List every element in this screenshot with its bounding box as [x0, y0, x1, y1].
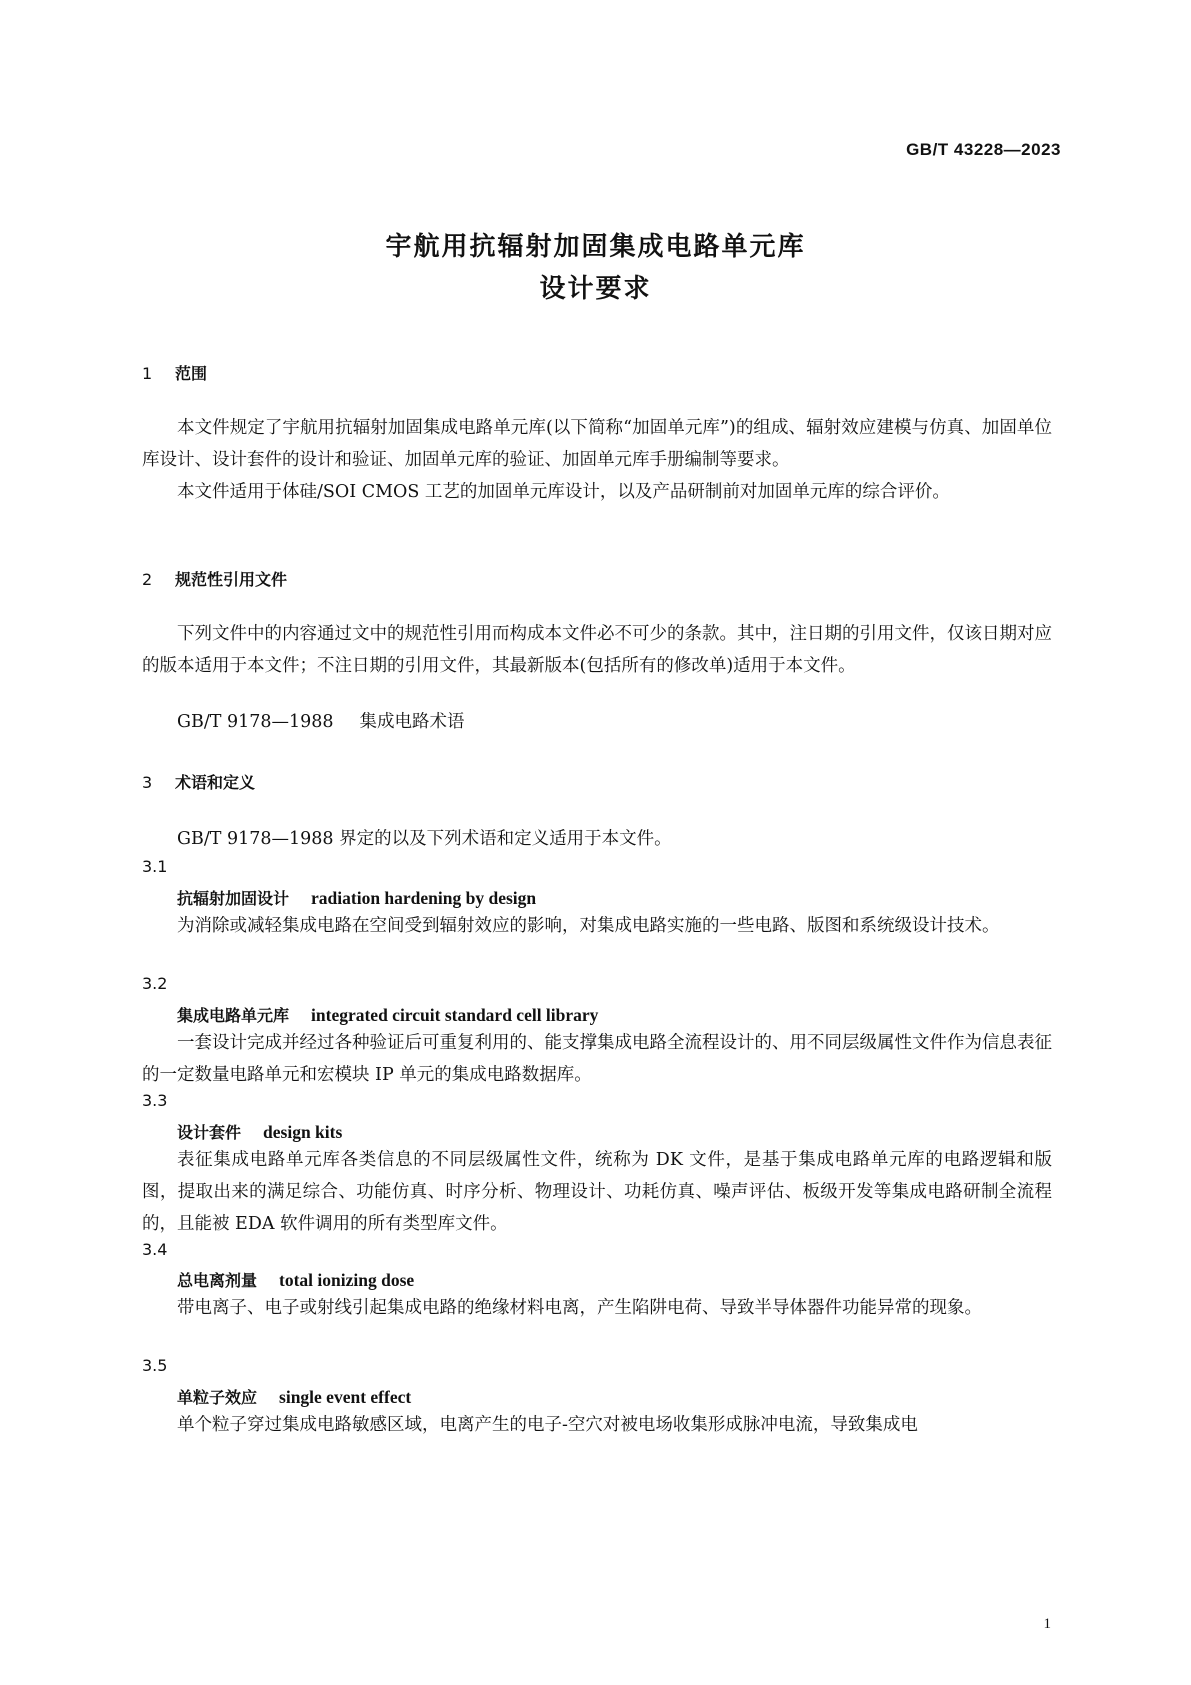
- terms-intro-paragraph: GB/T 9178—1988 界定的以及下列术语和定义适用于本文件。: [177, 829, 672, 849]
- references-paragraph: 下列文件中的内容通过文中的规范性引用而构成本文件必不可少的条款。其中，注日期的引用文件，仅该日期对应的版本适用于本文件；不注日期的引用文件，其最新版本(包括所有的修改单)适用于本文件。: [142, 624, 1052, 676]
- document-title-line1: 宇航用抗辐射加固集成电路单元库: [385, 232, 806, 262]
- term-number: 3.1: [142, 857, 168, 876]
- term-definition: 单个粒子穿过集成电路敏感区域，电离产生的电子-空穴对被电场收集形成脉冲电流，导致集成电: [177, 1415, 918, 1435]
- term-zh: 总电离剂量: [177, 1271, 258, 1290]
- term-definition: 为消除或减轻集成电路在空间受到辐射效应的影响，对集成电路实施的一些电路、版图和系统级设计技术。: [177, 916, 1000, 936]
- term-definition: 带电离子、电子或射线引起集成电路的绝缘材料电离，产生陷阱电荷、导致半导体器件功能异常的现象。: [177, 1298, 982, 1318]
- term-zh: 单粒子效应: [177, 1388, 258, 1407]
- term-en: single event effect: [279, 1387, 412, 1407]
- term-title: [177, 1120, 342, 1143]
- section-title: 规范性引用文件: [175, 570, 288, 589]
- term-zh: 集成电路单元库: [177, 1006, 290, 1025]
- section-number: 2: [142, 570, 153, 589]
- term-number: 3.5: [142, 1356, 168, 1375]
- section-heading-normative-references: [142, 567, 287, 590]
- scope-paragraph-2: 本文件适用于体硅/SOI CMOS 工艺的加固单元库设计，以及产品研制前对加固单元库的综合评价。: [177, 482, 950, 502]
- term-en: total ionizing dose: [279, 1270, 415, 1290]
- term-en: radiation hardening by design: [311, 888, 537, 908]
- term-number: 3.2: [142, 974, 168, 993]
- scope-paragraph-1: 本文件规定了宇航用抗辐射加固集成电路单元库(以下简称“加固单元库”)的组成、辐射效应建模与仿真、加固单位库设计、设计套件的设计和验证、加固单元库的验证、加固单元库手册编制等要求。: [142, 418, 1052, 470]
- section-number: 1: [142, 364, 153, 383]
- reference-code: GB/T 9178—1988: [177, 712, 334, 732]
- term-title: [177, 1385, 411, 1408]
- term-number: 3.4: [142, 1240, 168, 1259]
- term-title: [177, 886, 536, 909]
- document-title-line2: 设计要求: [539, 274, 652, 304]
- page-number: 1: [1043, 1616, 1051, 1632]
- term-zh: 抗辐射加固设计: [177, 889, 290, 908]
- term-definition: 表征集成电路单元库各类信息的不同层级属性文件，统称为 DK 文件，是基于集成电路单元库的电路逻辑和版图，提取出来的满足综合、功能仿真、时序分析、物理设计、功耗仿真、噪声评估、板级开发等集成电路研制全流程的，且能被 EDA 软件调用的所有类型库文件。: [142, 1150, 1052, 1234]
- reference-item: [177, 708, 465, 733]
- term-zh: 设计套件: [177, 1123, 242, 1142]
- term-title: [177, 1003, 598, 1026]
- section-title: 术语和定义: [175, 773, 256, 792]
- term-title: [177, 1268, 414, 1291]
- section-title: 范围: [175, 364, 208, 383]
- term-number: 3.3: [142, 1091, 168, 1110]
- term-definition: 一套设计完成并经过各种验证后可重复利用的、能支撑集成电路全流程设计的、用不同层级属性文件作为信息表征的一定数量电路单元和宏模块 IP 单元的集成电路数据库。: [142, 1033, 1052, 1085]
- standard-code: GB/T 43228—2023: [906, 140, 1061, 159]
- section-heading-scope: [142, 361, 207, 384]
- reference-title: 集成电路术语: [359, 712, 465, 732]
- section-heading-terms: [142, 770, 255, 793]
- term-en: integrated circuit standard cell library: [311, 1005, 599, 1025]
- term-en: design kits: [263, 1122, 343, 1142]
- section-number: 3: [142, 773, 153, 792]
